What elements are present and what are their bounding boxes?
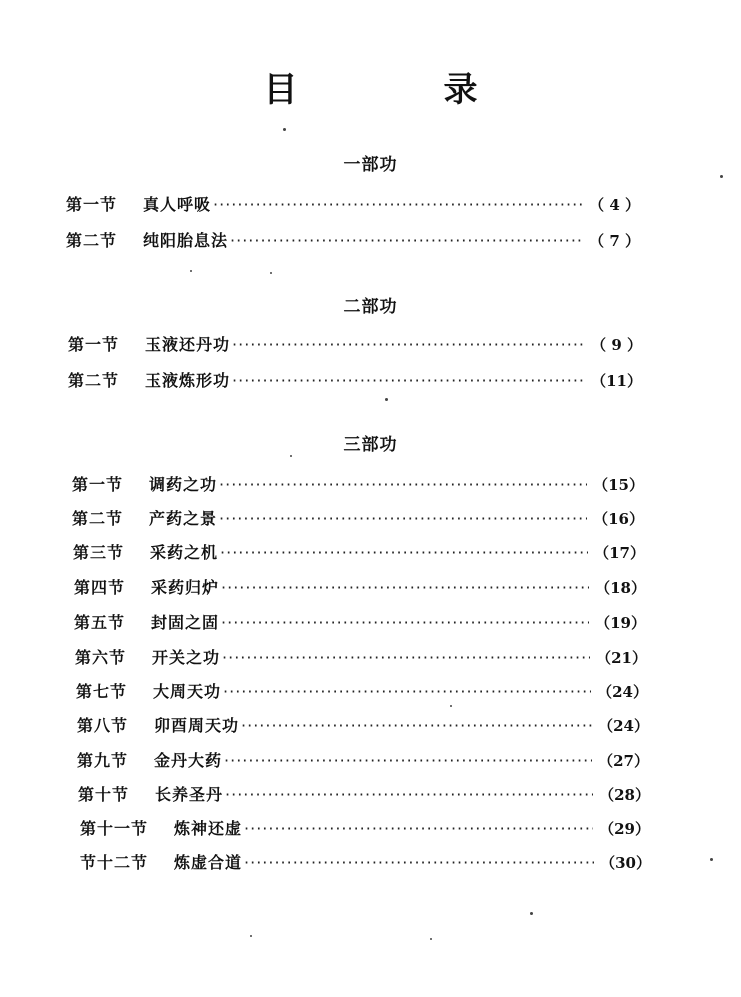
- toc-entry[interactable]: [72, 507, 644, 531]
- entry-number: 节十二节: [80, 853, 149, 872]
- entry-title: 开关之功: [152, 648, 221, 667]
- leader-dots: [213, 193, 583, 217]
- scan-speck: [430, 938, 432, 940]
- leader-dots: [222, 646, 590, 670]
- entry-title: 大周天功: [153, 682, 222, 701]
- entry-title: 炼虚合道: [174, 853, 243, 872]
- entry-number: 第一节: [66, 195, 118, 214]
- leader-dots: [220, 541, 588, 565]
- entry-title: 玉液炼形功: [145, 371, 231, 390]
- entry-title: 卯酉周天功: [154, 716, 240, 735]
- entry-number: 第五节: [74, 613, 126, 632]
- toc-entry[interactable]: [77, 714, 649, 738]
- toc-entry[interactable]: [73, 541, 645, 565]
- entry-number: 第七节: [76, 682, 128, 701]
- section-heading-2: 二部功: [343, 297, 398, 317]
- scan-speck: [290, 455, 292, 457]
- toc-entry[interactable]: [74, 576, 646, 600]
- leader-dots: [221, 611, 589, 635]
- scan-speck: [530, 912, 533, 915]
- entry-number: 第三节: [73, 543, 125, 562]
- entry-page: （ 7 ）: [589, 232, 640, 250]
- section-heading-1: 一部功: [343, 155, 398, 175]
- entry-number: 第八节: [77, 716, 129, 735]
- toc-entry[interactable]: [72, 473, 644, 497]
- toc-entry[interactable]: [68, 369, 642, 393]
- entry-page: （27）: [598, 752, 649, 770]
- leader-dots: [232, 333, 585, 357]
- leader-dots: [221, 576, 589, 600]
- leader-dots: [225, 783, 593, 807]
- scan-speck: [250, 935, 252, 937]
- entry-title: 长养圣丹: [155, 785, 224, 804]
- entry-title: 采药之机: [150, 543, 219, 562]
- leader-dots: [244, 851, 594, 875]
- leader-dots: [224, 749, 592, 773]
- scan-speck: [190, 270, 192, 272]
- entry-page: （ 4 ）: [589, 196, 640, 214]
- leader-dots: [223, 680, 591, 704]
- toc-entry[interactable]: [75, 646, 647, 670]
- leader-dots: [244, 817, 593, 841]
- leader-dots: [219, 473, 587, 497]
- scan-speck: [720, 175, 723, 178]
- entry-title: 金丹大药: [154, 751, 223, 770]
- toc-entry[interactable]: [74, 611, 646, 635]
- entry-title: 封固之固: [151, 613, 220, 632]
- leader-dots: [230, 229, 583, 253]
- entry-number: 第十节: [78, 785, 130, 804]
- scan-speck: [710, 858, 713, 861]
- entry-page: （ 9 ）: [591, 336, 642, 354]
- entry-number: 第一节: [72, 475, 124, 494]
- scan-speck: [385, 398, 388, 401]
- toc-entry[interactable]: [78, 783, 650, 807]
- entry-title: 玉液还丹功: [145, 335, 231, 354]
- toc-entry[interactable]: [80, 851, 651, 875]
- entry-page: （24）: [598, 717, 649, 735]
- entry-page: （24）: [597, 683, 648, 701]
- leader-dots: [232, 369, 585, 393]
- entry-number: 第六节: [75, 648, 127, 667]
- entry-title: 炼神还虚: [174, 819, 243, 838]
- entry-number: 第一节: [68, 335, 120, 354]
- scan-speck: [270, 272, 272, 274]
- toc-entry[interactable]: [66, 193, 640, 217]
- scan-speck: [450, 705, 452, 707]
- toc-entry[interactable]: [76, 680, 648, 704]
- entry-title: 纯阳胎息法: [143, 231, 229, 250]
- scan-speck: [283, 128, 286, 131]
- entry-page: （16）: [593, 510, 644, 528]
- entry-title: 采药归炉: [151, 578, 220, 597]
- entry-number: 第二节: [72, 509, 124, 528]
- entry-title: 产药之景: [149, 509, 218, 528]
- entry-page: （28）: [599, 786, 650, 804]
- entry-page: （17）: [594, 544, 645, 562]
- entry-title: 真人呼吸: [143, 195, 212, 214]
- toc-entry[interactable]: [80, 817, 650, 841]
- leader-dots: [241, 714, 592, 738]
- entry-page: （30）: [600, 854, 651, 872]
- entry-number: 第二节: [68, 371, 120, 390]
- entry-page: （29）: [599, 820, 650, 838]
- entry-page: （18）: [595, 579, 646, 597]
- entry-number: 第四节: [74, 578, 126, 597]
- entry-page: （15）: [593, 476, 644, 494]
- entry-number: 第九节: [77, 751, 129, 770]
- entry-page: （19）: [595, 614, 646, 632]
- entry-page: （11）: [591, 372, 642, 390]
- leader-dots: [219, 507, 587, 531]
- entry-page: （21）: [596, 649, 647, 667]
- entry-number: 第二节: [66, 231, 118, 250]
- entry-number: 第十一节: [80, 819, 149, 838]
- toc-entry[interactable]: [77, 749, 649, 773]
- toc-entry[interactable]: [66, 229, 640, 253]
- page-title: 目 录: [263, 70, 534, 110]
- section-heading-3: 三部功: [343, 435, 398, 455]
- toc-entry[interactable]: [68, 333, 642, 357]
- entry-title: 调药之功: [149, 475, 218, 494]
